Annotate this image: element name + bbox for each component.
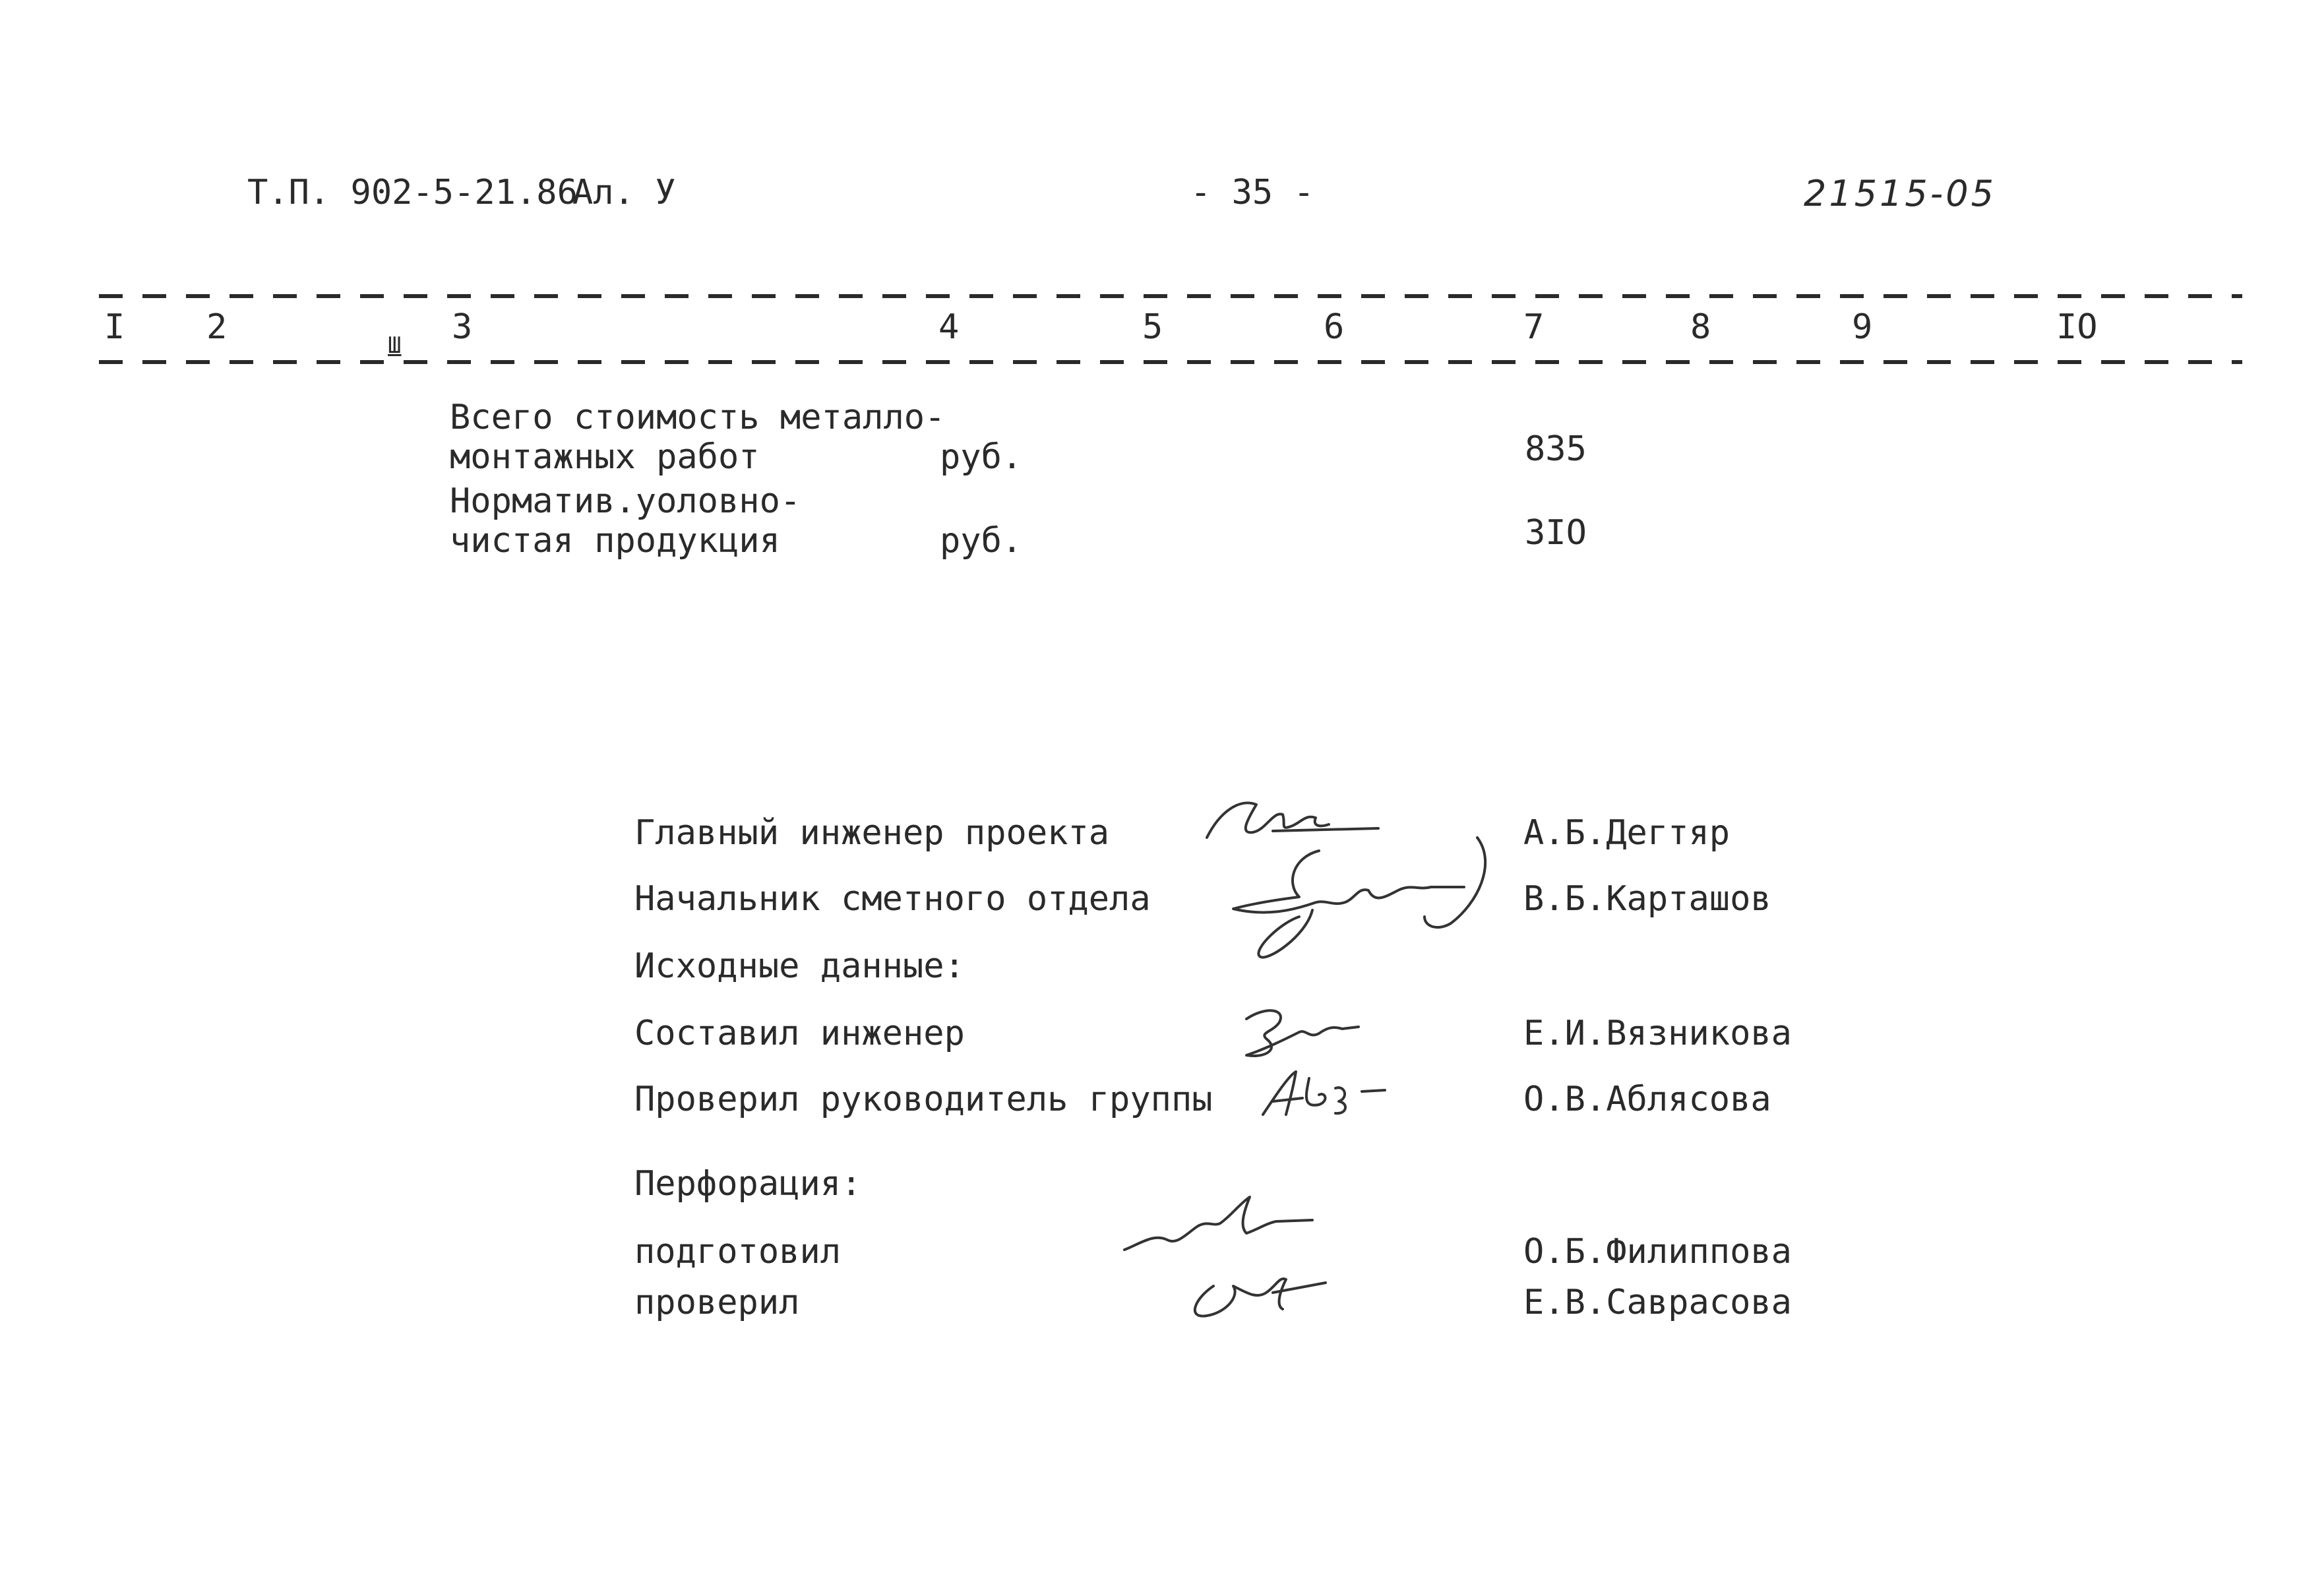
signatory-name: В.Б.Карташов [1523, 879, 1771, 919]
signature-role: Проверил руководитель группы [634, 1080, 1213, 1119]
signature-icon [1227, 993, 1372, 1065]
signature-icon [1256, 1062, 1401, 1128]
section-heading: Исходные данные: [634, 946, 965, 986]
row-unit: руб. [940, 437, 1023, 477]
archive-number: 21515-05 [1804, 173, 1996, 214]
signature-role: Составил инженер [634, 1014, 965, 1053]
column-number: IO [2056, 307, 2098, 347]
table-row [450, 398, 945, 477]
column-sub-mark: Ш [388, 332, 402, 359]
column-number: 3 [452, 307, 473, 347]
row-name: чистая продукция [450, 521, 780, 561]
column-number: I [104, 307, 125, 347]
row-value: 3IO [1525, 513, 1587, 553]
column-number: 9 [1852, 307, 1873, 347]
column-number: 4 [938, 307, 960, 347]
signature-icon [1187, 824, 1504, 983]
signatory-name: О.В.Аблясова [1523, 1080, 1771, 1119]
document-code: Т.П. 902-5-21.86 [247, 173, 578, 212]
column-number: 2 [206, 307, 228, 347]
row-name: Норматив.уоловно- [450, 481, 801, 521]
row-value: 835 [1525, 429, 1587, 469]
signature-role: подготовил [634, 1232, 842, 1272]
signatory-name: О.Б.Филиппова [1523, 1232, 1792, 1272]
column-number: 6 [1324, 307, 1345, 347]
signatory-name: А.Б.Дегтяр [1523, 813, 1730, 853]
table-top-rule [99, 294, 2242, 298]
page-number: - 35 - [1190, 173, 1314, 212]
section-heading: Перфорация: [634, 1164, 862, 1204]
signatory-name: Е.В.Саврасова [1523, 1283, 1792, 1322]
column-number: 8 [1690, 307, 1711, 347]
row-unit: руб. [940, 521, 1023, 561]
album-label: Ал. У [572, 173, 676, 212]
signature-role: Главный инженер проекта [634, 813, 1110, 853]
column-number: 7 [1523, 307, 1545, 347]
signature-role: Начальник сметного отдела [634, 879, 1151, 919]
signature-icon [1115, 1187, 1352, 1332]
row-name: Всего стоимость металло- [450, 398, 946, 437]
row-name: монтажных работ [450, 437, 760, 477]
table-row [450, 481, 801, 561]
signature-role: проверил [634, 1283, 800, 1322]
column-number: 5 [1142, 307, 1163, 347]
signatory-name: Е.И.Вязникова [1523, 1014, 1792, 1053]
table-header-rule [99, 360, 2242, 364]
